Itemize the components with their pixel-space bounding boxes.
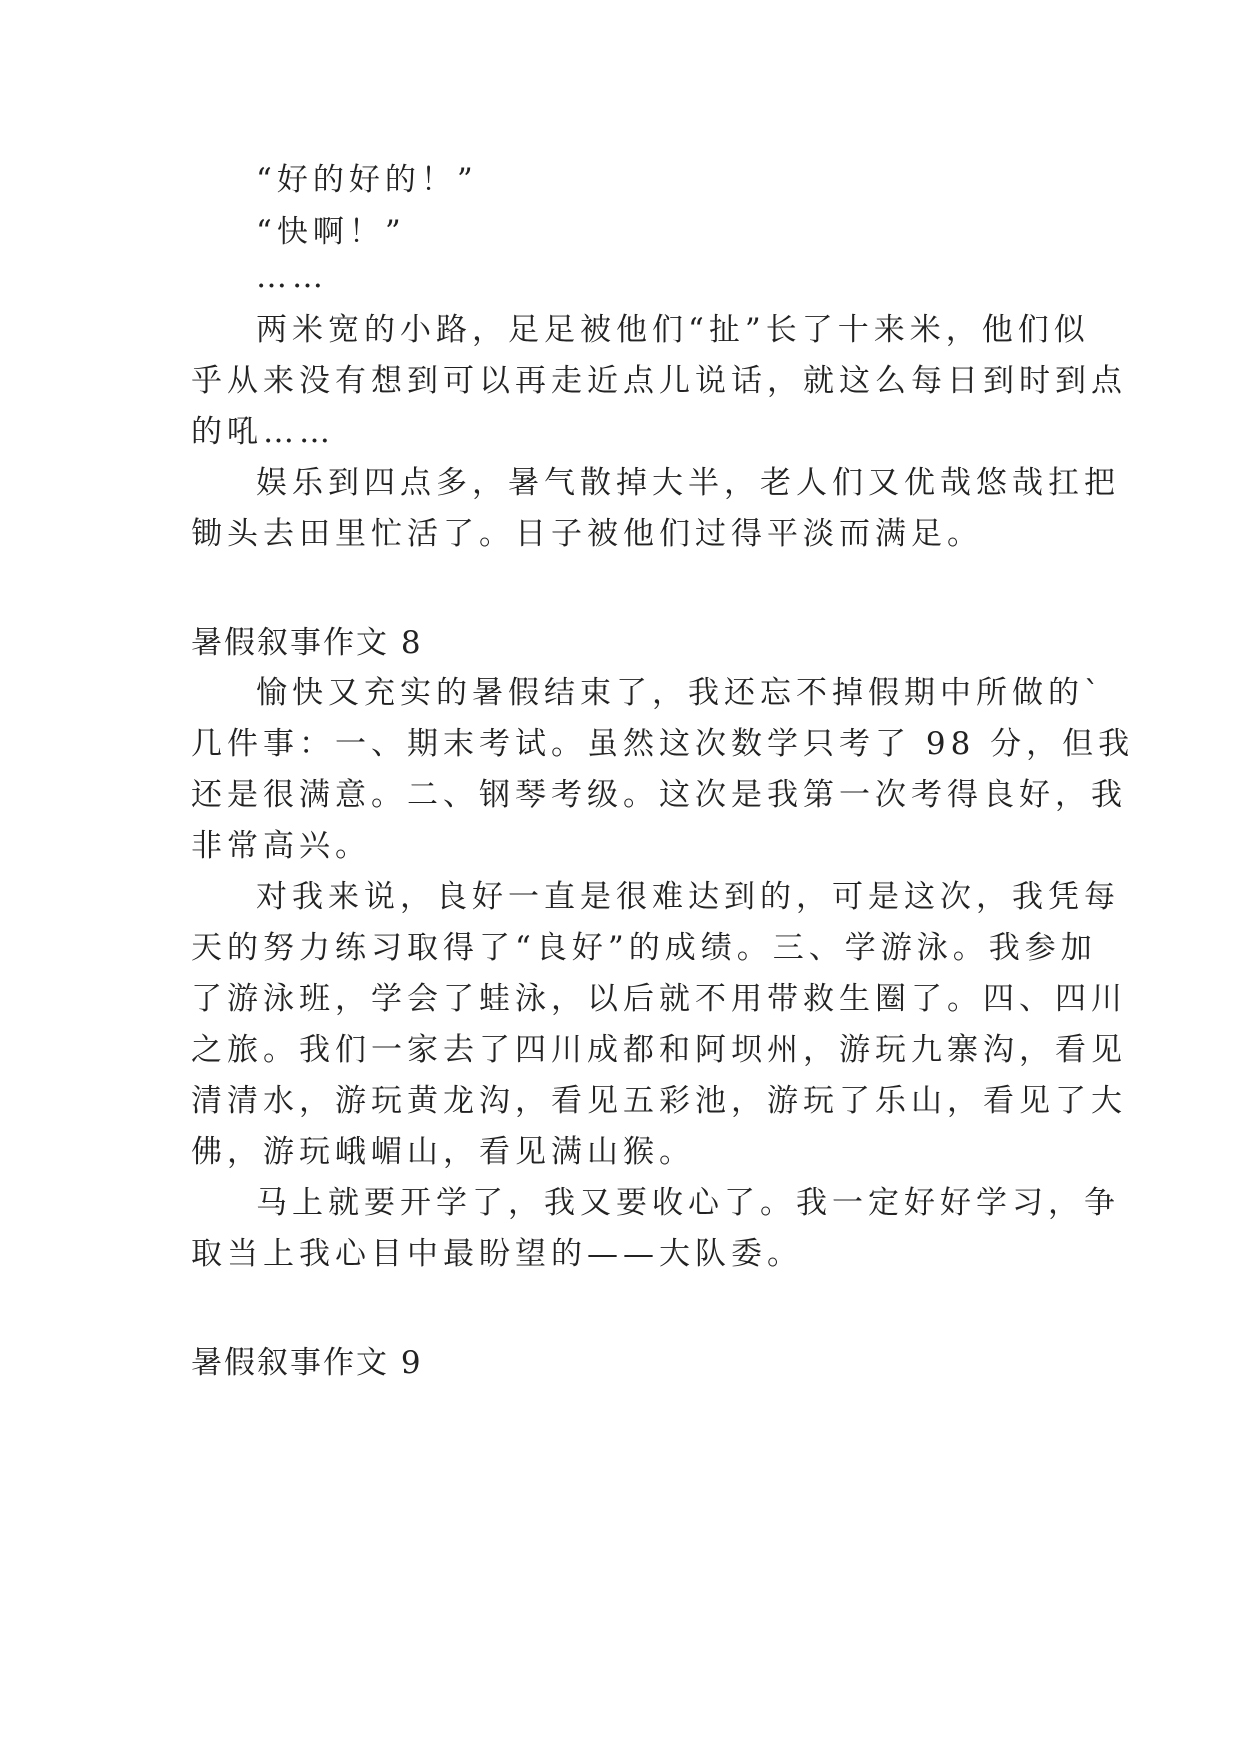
paragraph-line: 的吼…… — [191, 414, 335, 450]
paragraph-line: 愉快又充实的暑假结束了，我还忘不掉假期中所做的` — [256, 675, 1105, 711]
paragraph-line: 天的努力练习取得了“良好”的成绩。三、学游泳。我参加 — [191, 930, 1097, 966]
paragraph-line: 对我来说，良好一直是很难达到的，可是这次，我凭每 — [256, 879, 1120, 915]
dialogue-line: “好的好的！” — [256, 162, 478, 198]
paragraph-line: 非常高兴。 — [191, 828, 371, 864]
paragraph-line: 几件事：一、期末考试。虽然这次数学只考了 98 分，但我 — [191, 726, 1135, 762]
paragraph-line: 马上就要开学了，我又要收心了。我一定好好学习，争 — [256, 1185, 1120, 1221]
paragraph-line: 了游泳班，学会了蛙泳，以后就不用带救生圈了。四、四川 — [191, 981, 1127, 1017]
paragraph-line: 取当上我心目中最盼望的——大队委。 — [191, 1236, 803, 1272]
paragraph-line: 娱乐到四点多，暑气散掉大半，老人们又优哉悠哉扛把 — [256, 465, 1120, 501]
paragraph-line: 之旅。我们一家去了四川成都和阿坝州，游玩九寨沟，看见 — [191, 1032, 1127, 1068]
paragraph-line: 清清水，游玩黄龙沟，看见五彩池，游玩了乐山，看见了大 — [191, 1083, 1127, 1119]
paragraph-line: 两米宽的小路，足足被他们“扯”长了十来米，他们似 — [256, 312, 1090, 348]
section-heading: 暑假叙事作文 9 — [191, 1345, 423, 1381]
paragraph-line: 乎从来没有想到可以再走近点儿说话，就这么每日到时到点 — [191, 363, 1127, 399]
ellipsis-line: …… — [256, 259, 328, 295]
dialogue-line: “快啊！” — [256, 214, 406, 250]
paragraph-line: 还是很满意。二、钢琴考级。这次是我第一次考得良好，我 — [191, 777, 1127, 813]
paragraph-line: 锄头去田里忙活了。日子被他们过得平淡而满足。 — [191, 516, 983, 552]
paragraph-line: 佛，游玩峨嵋山，看见满山猴。 — [191, 1134, 695, 1170]
section-heading: 暑假叙事作文 8 — [191, 625, 423, 661]
